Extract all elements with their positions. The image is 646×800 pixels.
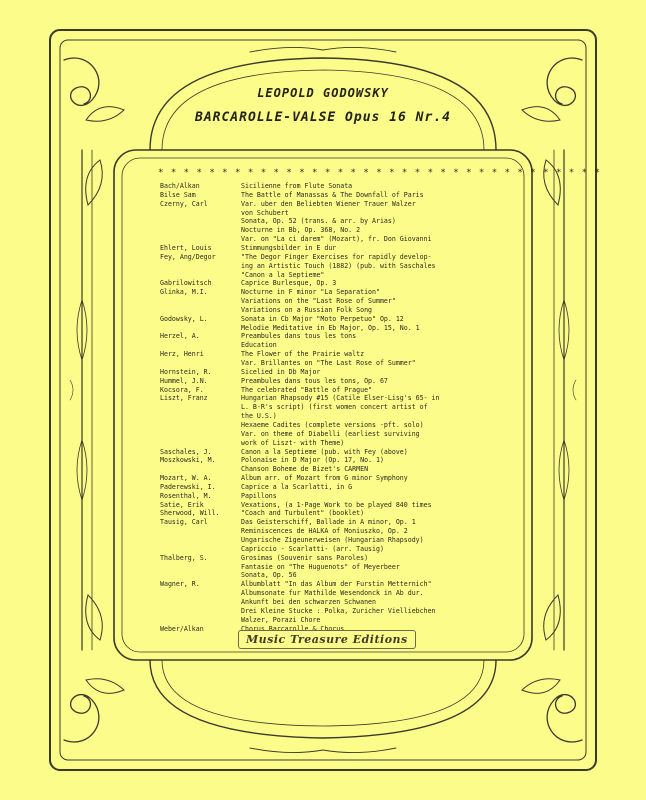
entry-title: Grosimas (Souvenir sans Paroles): [241, 553, 369, 562]
entry-title: Stimmungsbilder in E dur: [241, 243, 337, 252]
entry-title: L. B-R's script) (first women concert artist of: [241, 403, 428, 412]
entry-title: Sonata, Op. 56: [241, 571, 297, 580]
entry-title: Albumblatt "In das Album der Furstin Metternich": [241, 580, 432, 589]
entry-author: Godowsky, L.: [160, 314, 208, 323]
entry-author: Liszt, Franz: [160, 394, 208, 403]
entry-title: Sicilienne from Flute Sonata: [241, 182, 353, 190]
entry-title: Sonata in Cb Major "Moto Perpetuo" Op. 12: [241, 314, 404, 323]
entry-author: Saschales, J.: [160, 447, 212, 456]
entry-title: Fantasie on "The Huguenots" of Meyerbeer: [241, 562, 400, 571]
entry-title: Ungarische Zigeunerweisen (Hungarian Rhapsody): [241, 536, 424, 544]
entry-author: Kocsora, F.: [160, 385, 204, 394]
entry-title: Var. on theme of Diabelli (earliest surviving: [241, 429, 420, 438]
entry-title: Album arr. of Mozart from G minor Symphony: [241, 474, 408, 483]
entry-title: Var. Brillantes on "The Last Rose of Summer": [241, 359, 416, 367]
entry-title: Var. uber den Beliebten Wiener Trauer Walzer: [241, 199, 416, 208]
entry-author: Ehlert, Louis: [160, 243, 212, 252]
entry-title: "The Degor Finger Exercises for rapidly develop-: [241, 252, 432, 261]
entry-title: Chanson Boheme de Bizet's CARMEN: [241, 465, 369, 474]
entry-title: Hungarian Rhapsody #15 (Catile Elser-Lisg's 65- in: [241, 394, 440, 403]
entry-title: Reminiscences de HALKA of Moniuszko, Op. 2: [241, 527, 408, 536]
entry-author: Herz, Henri: [160, 350, 204, 359]
entry-author: Hummel, J.N.: [160, 376, 208, 385]
entry-author: Mozart, W. A.: [160, 474, 212, 483]
entry-title: Variations on a Russian Folk Song: [241, 305, 373, 314]
entry-author: Glinka, M.I.: [160, 288, 208, 297]
entry-title: Caprice a la Scarlatti, in G: [241, 482, 353, 491]
entry-title: "Canon a la Septieme": [241, 270, 325, 279]
entry-title: von Schubert: [241, 208, 289, 217]
entry-author: Sherwood, Will.: [160, 509, 220, 518]
entry-title: Hexaeme Cadites (complete versions -pft. solo): [241, 420, 424, 429]
entry-title: Papillons: [241, 491, 277, 500]
entry-author: Hornstein, R.: [160, 367, 212, 376]
entry-title: Ankunft bei den schwarzen Schwanen: [241, 597, 376, 606]
entry-title: Albumsonate fur Mathilde Wesendonck in Ab dur.: [241, 589, 424, 598]
entry-author: Herzel, A.: [160, 332, 200, 341]
entry-title: Nocturne in F minor "La Separation": [241, 288, 380, 297]
entry-title: Drei Kleine Stucke : Polka, Zuricher Vielliebchen: [241, 606, 436, 615]
entry-author: Thalberg, S.: [160, 553, 208, 562]
entry-title: Melodie Meditative in Eb Major, Op. 15, No. 1: [241, 323, 420, 332]
entry-title: Canon a la Septieme (pub. with Fey (above): [241, 447, 408, 456]
entry-author: Weber/Alkan: [160, 624, 204, 633]
entry-title: "Coach and Turbulent" (booklet): [241, 509, 365, 518]
entry-title: Variations on the "Last Rose of Summer": [241, 297, 396, 306]
decorative-divider: * * * * * * * * * * * * * * * * * * * * * * * * * * * * * * * * * * *: [158, 168, 601, 178]
entry-author: Tausig, Carl: [160, 518, 208, 527]
entry-author: Paderewski, I.: [160, 482, 216, 491]
entry-title: Sonata, Op. 52 (trans. & arr. by Arias): [241, 217, 396, 226]
entry-author: Czerny, Carl: [160, 199, 208, 208]
entry-title: The Flower of the Prairie waltz: [241, 350, 365, 359]
entry-title: Caprice Burlesque, Op. 3: [241, 279, 337, 288]
entry-title: Preambules dans tous les tons: [241, 332, 357, 341]
entry-title: Preambules dans tous les tons, Op. 67: [241, 376, 388, 385]
entry-author: Moszkowski, M.: [160, 456, 216, 465]
composer-heading: LEOPOLD GODOWSKY: [257, 86, 389, 100]
entry-title: the U.S.): [241, 412, 277, 421]
entry-title: work of Liszt- with Theme): [241, 438, 345, 447]
work-title: BARCAROLLE-VALSE Opus 16 Nr.4: [195, 110, 451, 125]
entry-title: Var. on "La ci darem" (Mozart), fr. Don Giovanni: [241, 235, 432, 244]
entry-title: Vexations, (a 1-Page Work to be played 840 times: [241, 500, 432, 509]
entry-title: Capriccio - Scarlatti- (arr. Tausig): [241, 544, 384, 553]
entry-author: Bilse Sam: [160, 190, 196, 199]
entry-title: Education: [241, 341, 277, 350]
entry-author: Satie, Erik: [160, 500, 204, 509]
publisher-logo: Music Treasure Editions: [238, 630, 416, 649]
entry-author: Gabrilowitsch: [160, 279, 212, 288]
entry-author: Wagner, R.: [160, 580, 200, 589]
entry-title: The celebrated "Battle of Prague": [241, 385, 373, 394]
entry-author: Rosenthal, M.: [160, 491, 212, 500]
entry-title: The Battle of Manassas & The Downfall of Paris: [241, 190, 424, 199]
entry-title: Walzer, Porazi Chore: [241, 615, 321, 624]
entry-title: Sicelied in Db Major: [241, 367, 321, 376]
entry-author: Bach/Alkan: [160, 182, 200, 190]
entry-title: Nocturne in Bb, Op. 368, No. 2: [241, 226, 361, 235]
entry-title: ing an Artistic Touch (1882) (pub. with Saschales: [241, 261, 436, 270]
entry-author: Fey, Ang/Degor: [160, 252, 216, 261]
entry-title: Das Geisterschiff, Ballade in A minor, Op. 1: [241, 518, 416, 527]
entry-title: Polonaise in D Major (Op. 17, No. 1): [241, 456, 384, 465]
entry-title: Chorus Barcarolle & Chorus: [241, 624, 345, 633]
